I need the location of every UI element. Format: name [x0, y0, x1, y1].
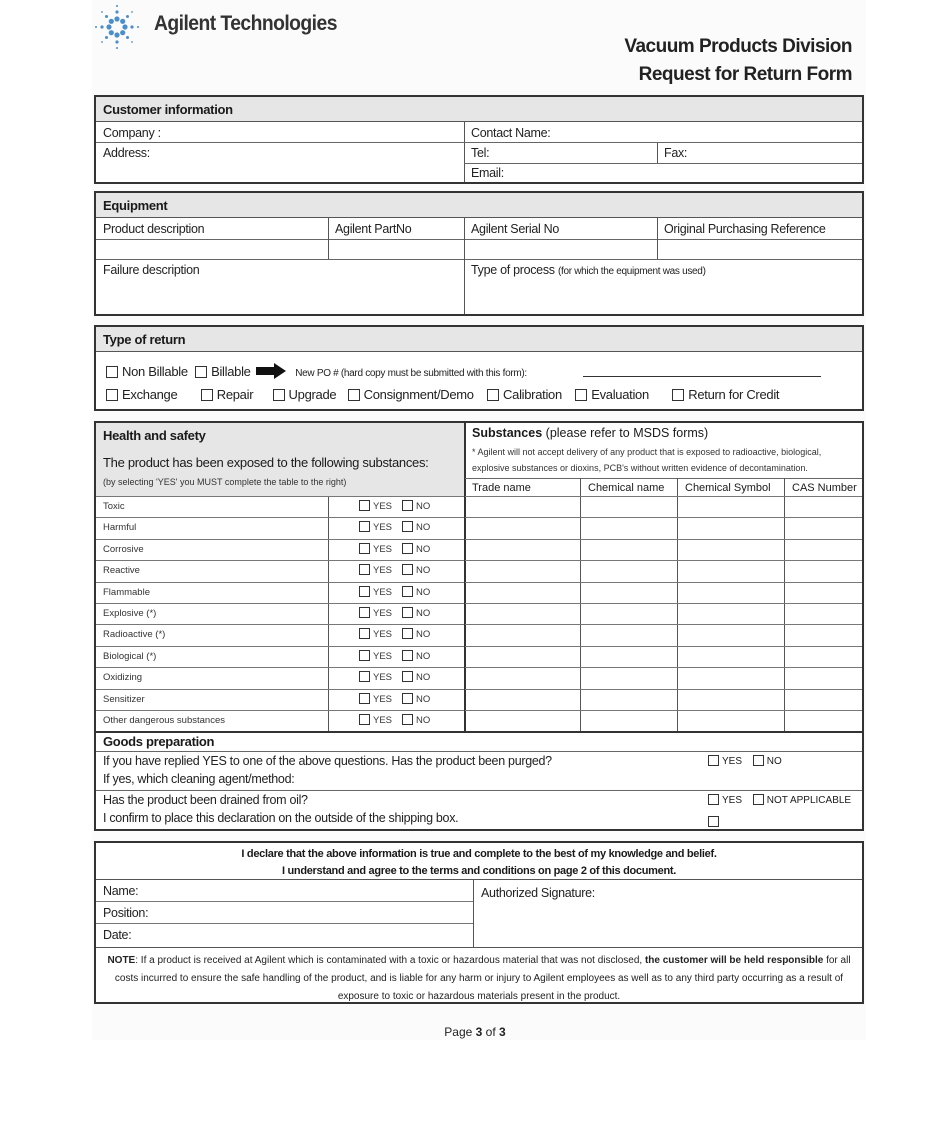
fax-field[interactable]: Fax:	[664, 146, 688, 160]
calibration-checkbox[interactable]: Calibration	[487, 387, 562, 402]
purged-yes-checkbox[interactable]: YES	[708, 756, 742, 767]
no-checkbox[interactable]: NO	[402, 587, 430, 598]
no-checkbox[interactable]: NO	[402, 522, 430, 533]
substance-name: Harmful	[103, 522, 137, 534]
arrow-right-icon	[256, 363, 286, 379]
type-of-return-header: Type of return	[96, 327, 862, 352]
product-description-column: Product description	[103, 222, 205, 236]
no-checkbox[interactable]: NO	[402, 629, 430, 640]
chemical-symbol-column: Chemical Symbol	[685, 482, 771, 494]
customer-information-header: Customer information	[96, 97, 862, 122]
substance-options	[359, 693, 430, 705]
no-checkbox[interactable]: NO	[402, 715, 430, 726]
substance-name: Toxic	[103, 501, 125, 512]
cas-number-column: CAS Number	[792, 482, 857, 494]
yes-checkbox[interactable]: YES	[359, 651, 392, 662]
customer-information-section	[94, 95, 864, 184]
substance-table-row[interactable]	[465, 582, 862, 603]
yes-checkbox[interactable]: YES	[359, 608, 392, 619]
substance-row	[96, 496, 464, 517]
substance-row	[96, 667, 464, 688]
yes-checkbox[interactable]: YES	[359, 544, 392, 555]
division-title: Vacuum Products Division	[624, 36, 852, 57]
substance-table-row[interactable]	[465, 710, 862, 731]
substance-row	[96, 603, 464, 624]
purged-question: If you have replied YES to one of the above questions. Has the product been purged?	[103, 754, 552, 768]
new-po-input-line[interactable]	[583, 376, 821, 377]
yes-checkbox[interactable]: YES	[359, 522, 392, 533]
substance-table-row[interactable]	[465, 560, 862, 581]
agilent-partno-column: Agilent PartNo	[335, 222, 412, 236]
authorized-signature-field[interactable]: Authorized Signature:	[481, 886, 595, 900]
no-checkbox[interactable]: NO	[402, 672, 430, 683]
substance-table-row[interactable]	[465, 646, 862, 667]
trade-name-column: Trade name	[472, 482, 531, 494]
substance-options	[359, 564, 430, 576]
substance-row	[96, 624, 464, 645]
health-safety-header	[96, 423, 464, 496]
substance-name: Corrosive	[103, 543, 144, 555]
substance-row	[96, 710, 464, 731]
brand-name: Agilent Technologies	[154, 12, 337, 35]
no-checkbox[interactable]: NO	[402, 544, 430, 555]
substance-row	[96, 517, 464, 538]
substance-table-row[interactable]	[465, 539, 862, 560]
upgrade-checkbox[interactable]: Upgrade	[273, 387, 337, 402]
return-for-credit-checkbox[interactable]: Return for Credit	[672, 387, 779, 402]
cleaning-method-field[interactable]: If yes, which cleaning agent/method:	[103, 772, 295, 786]
substance-table-row[interactable]	[465, 624, 862, 645]
no-checkbox[interactable]: NO	[402, 501, 430, 512]
drained-question: Has the product been drained from oil?	[103, 793, 308, 807]
liability-note: NOTE: If a product is received at Agilent which is contaminated with a toxic or hazardous material that was not disclosed, the customer will be held responsible for all costs incurred to ensure the safe handling of the product, and is liable for any harm or injury to Agilent employees as well as to any third party occurring as a result of exposure to toxic or hazardous materials present in the product.	[107, 955, 851, 1002]
declaration-line2: I understand and agree to the terms and conditions on page 2 of this document.	[281, 865, 677, 877]
contact-name-field[interactable]: Contact Name:	[471, 126, 551, 140]
substance-table-row[interactable]	[465, 496, 862, 517]
type-of-process-note: (for which the equipment was used)	[557, 266, 706, 277]
type-of-process-field[interactable]	[471, 263, 706, 277]
substance-row	[96, 539, 464, 560]
substance-row	[96, 689, 464, 710]
new-po-label: New PO # (hard copy must be submitted with this form):	[295, 368, 527, 379]
non-billable-checkbox[interactable]: Non Billable	[106, 364, 188, 379]
agilent-serial-no-column: Agilent Serial No	[471, 222, 560, 236]
substance-name: Other dangerous substances	[103, 715, 225, 726]
substance-options	[359, 714, 430, 726]
exchange-checkbox[interactable]: Exchange	[106, 387, 177, 402]
email-field[interactable]: Email:	[471, 166, 504, 180]
no-checkbox[interactable]: NO	[402, 694, 430, 705]
drained-yes-checkbox[interactable]: YES	[708, 795, 742, 806]
address-field[interactable]: Address:	[103, 146, 150, 160]
substance-options	[359, 650, 430, 662]
substance-table-row[interactable]	[465, 689, 862, 710]
declaration-section	[94, 841, 864, 1004]
yes-checkbox[interactable]: YES	[359, 694, 392, 705]
substances-warning-line1: * Agilent will not accept delivery of any product that is exposed to radioactive, biological,	[472, 447, 822, 457]
drained-options	[708, 794, 851, 806]
yes-checkbox[interactable]: YES	[359, 587, 392, 598]
agilent-logo-icon	[92, 2, 142, 52]
no-checkbox[interactable]: NO	[402, 608, 430, 619]
substance-table-row[interactable]	[465, 667, 862, 688]
substance-table-row[interactable]	[465, 517, 862, 538]
position-field[interactable]: Position:	[103, 906, 149, 920]
yes-checkbox[interactable]: YES	[359, 501, 392, 512]
declaration-line1: I declare that the above information is true and complete to the best of my knowledge and belief.	[241, 848, 717, 860]
billing-row	[106, 363, 527, 379]
substance-row	[96, 646, 464, 667]
yes-checkbox[interactable]: YES	[359, 629, 392, 640]
substance-options	[359, 521, 430, 533]
substances-title: Substances (please refer to MSDS forms)	[472, 426, 709, 440]
substance-options	[359, 543, 430, 555]
equipment-header: Equipment	[96, 193, 862, 218]
substance-name: Explosive (*)	[103, 608, 157, 619]
billable-checkbox[interactable]: Billable	[195, 364, 251, 379]
confirm-declaration-checkbox[interactable]	[708, 812, 722, 830]
substance-row	[96, 582, 464, 603]
substance-name: Reactive	[103, 565, 140, 577]
substance-row	[96, 560, 464, 581]
return-options-row	[106, 387, 779, 402]
health-safety-section	[94, 421, 864, 831]
consignment-demo-checkbox[interactable]: Consignment/Demo	[348, 387, 474, 402]
tel-field[interactable]: Tel:	[471, 146, 490, 160]
substance-options	[359, 586, 430, 598]
purged-no-checkbox[interactable]: NO	[753, 756, 782, 767]
substance-options	[359, 607, 430, 619]
health-safety-title: Health and safety	[103, 428, 206, 443]
yes-checkbox[interactable]: YES	[359, 565, 392, 576]
date-field[interactable]: Date:	[103, 928, 132, 942]
substance-name: Sensitizer	[103, 693, 145, 705]
substance-options	[359, 628, 430, 640]
substance-table-row[interactable]	[465, 603, 862, 624]
failure-description-field[interactable]: Failure description	[103, 263, 200, 277]
substance-options	[359, 500, 430, 512]
yes-checkbox[interactable]: YES	[359, 715, 392, 726]
goods-preparation-title: Goods preparation	[103, 734, 215, 749]
purged-options	[708, 755, 782, 767]
company-field[interactable]: Company :	[103, 126, 161, 140]
health-safety-note: (by selecting 'YES' you MUST complete the table to the right)	[103, 477, 347, 487]
drained-not-applicable-checkbox[interactable]: NOT APPLICABLE	[753, 795, 851, 806]
substance-name: Biological (*)	[103, 650, 157, 662]
repair-checkbox[interactable]: Repair	[201, 387, 254, 402]
substance-options	[359, 671, 430, 683]
equipment-section	[94, 191, 864, 316]
page-number: Page 3 of 3	[444, 1025, 506, 1039]
no-checkbox[interactable]: NO	[402, 651, 430, 662]
original-purchasing-reference-column: Original Purchasing Reference	[664, 222, 826, 236]
form-title: Request for Return Form	[638, 64, 852, 85]
yes-checkbox[interactable]: YES	[359, 672, 392, 683]
type-of-process-label: Type of process	[471, 263, 555, 277]
substance-name: Oxidizing	[103, 672, 143, 684]
substances-warning-line2: explosive substances or dioxins, PCB's without written evidence of decontamination.	[472, 463, 808, 473]
no-checkbox[interactable]: NO	[402, 565, 430, 576]
type-of-return-section	[94, 325, 864, 411]
health-safety-subtitle: The product has been exposed to the following substances:	[103, 455, 429, 470]
chemical-name-column: Chemical name	[588, 482, 665, 494]
name-field[interactable]: Name:	[103, 884, 139, 898]
confirm-declaration-label: I confirm to place this declaration on the outside of the shipping box.	[103, 811, 459, 825]
evaluation-checkbox[interactable]: Evaluation	[575, 387, 649, 402]
substance-name: Radioactive (*)	[103, 629, 166, 641]
substance-name: Flammable	[103, 586, 150, 598]
